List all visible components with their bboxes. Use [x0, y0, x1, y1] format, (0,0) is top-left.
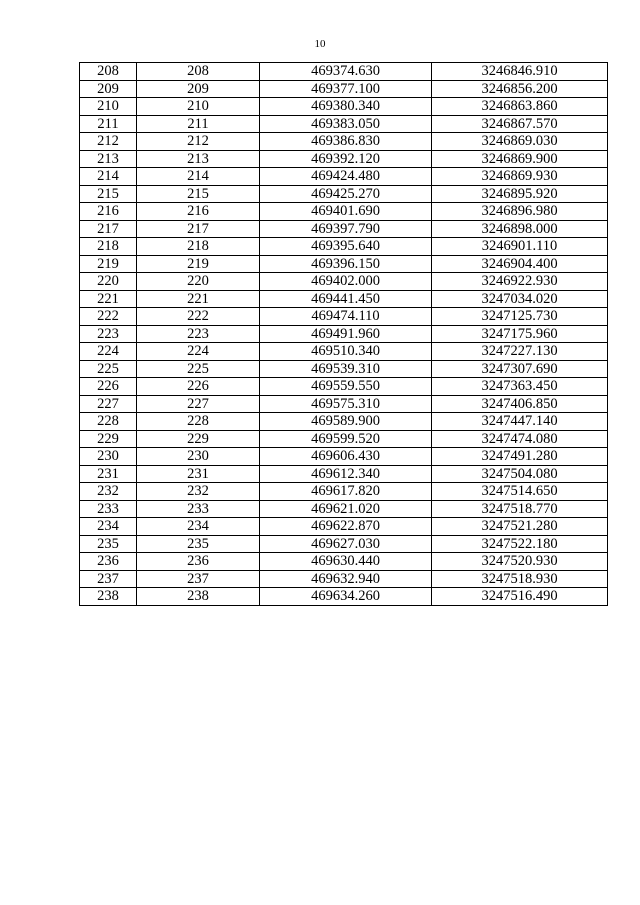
y-coordinate-cell: 3246856.200	[432, 80, 608, 98]
y-coordinate-cell: 3247516.490	[432, 588, 608, 606]
point-id-cell: 227	[137, 395, 260, 413]
point-id-cell: 209	[137, 80, 260, 98]
x-coordinate-cell: 469559.550	[260, 378, 432, 396]
point-number-cell: 219	[80, 255, 137, 273]
point-number-cell: 226	[80, 378, 137, 396]
point-id-cell: 217	[137, 220, 260, 238]
point-number-cell: 216	[80, 203, 137, 221]
table-row	[80, 238, 608, 256]
x-coordinate-cell: 469425.270	[260, 185, 432, 203]
table-row	[80, 378, 608, 396]
point-id-cell: 208	[137, 63, 260, 81]
x-coordinate-cell: 469392.120	[260, 150, 432, 168]
x-coordinate-cell: 469491.960	[260, 325, 432, 343]
y-coordinate-cell: 3246869.030	[432, 133, 608, 151]
x-coordinate-cell: 469424.480	[260, 168, 432, 186]
table-row	[80, 448, 608, 466]
point-id-cell: 225	[137, 360, 260, 378]
point-id-cell: 223	[137, 325, 260, 343]
table-row	[80, 63, 608, 81]
point-id-cell: 216	[137, 203, 260, 221]
point-number-cell: 209	[80, 80, 137, 98]
y-coordinate-cell: 3247034.020	[432, 290, 608, 308]
point-number-cell: 225	[80, 360, 137, 378]
point-id-cell: 212	[137, 133, 260, 151]
y-coordinate-cell: 3246869.900	[432, 150, 608, 168]
point-number-cell: 231	[80, 465, 137, 483]
table-row	[80, 168, 608, 186]
y-coordinate-cell: 3246904.400	[432, 255, 608, 273]
point-number-cell: 223	[80, 325, 137, 343]
coordinates-table	[79, 62, 608, 606]
table-row	[80, 203, 608, 221]
table-row	[80, 518, 608, 536]
x-coordinate-cell: 469401.690	[260, 203, 432, 221]
point-number-cell: 220	[80, 273, 137, 291]
y-coordinate-cell: 3247504.080	[432, 465, 608, 483]
x-coordinate-cell: 469380.340	[260, 98, 432, 116]
table-row	[80, 308, 608, 326]
point-id-cell: 220	[137, 273, 260, 291]
y-coordinate-cell: 3247447.140	[432, 413, 608, 431]
point-number-cell: 238	[80, 588, 137, 606]
point-number-cell: 218	[80, 238, 137, 256]
point-number-cell: 230	[80, 448, 137, 466]
table-row	[80, 80, 608, 98]
point-number-cell: 213	[80, 150, 137, 168]
x-coordinate-cell: 469396.150	[260, 255, 432, 273]
y-coordinate-cell: 3247307.690	[432, 360, 608, 378]
point-id-cell: 233	[137, 500, 260, 518]
x-coordinate-cell: 469397.790	[260, 220, 432, 238]
y-coordinate-cell: 3246901.110	[432, 238, 608, 256]
point-id-cell: 235	[137, 535, 260, 553]
y-coordinate-cell: 3246922.930	[432, 273, 608, 291]
table-row	[80, 395, 608, 413]
y-coordinate-cell: 3247474.080	[432, 430, 608, 448]
x-coordinate-cell: 469383.050	[260, 115, 432, 133]
y-coordinate-cell: 3246867.570	[432, 115, 608, 133]
table-row	[80, 360, 608, 378]
point-id-cell: 218	[137, 238, 260, 256]
x-coordinate-cell: 469395.640	[260, 238, 432, 256]
point-id-cell: 230	[137, 448, 260, 466]
x-coordinate-cell: 469386.830	[260, 133, 432, 151]
point-id-cell: 210	[137, 98, 260, 116]
y-coordinate-cell: 3246895.920	[432, 185, 608, 203]
x-coordinate-cell: 469634.260	[260, 588, 432, 606]
table-row	[80, 430, 608, 448]
y-coordinate-cell: 3246869.930	[432, 168, 608, 186]
point-id-cell: 229	[137, 430, 260, 448]
point-id-cell: 231	[137, 465, 260, 483]
table-row	[80, 290, 608, 308]
x-coordinate-cell: 469510.340	[260, 343, 432, 361]
coordinates-table-body	[80, 63, 608, 606]
point-id-cell: 211	[137, 115, 260, 133]
x-coordinate-cell: 469539.310	[260, 360, 432, 378]
y-coordinate-cell: 3247514.650	[432, 483, 608, 501]
point-number-cell: 237	[80, 570, 137, 588]
y-coordinate-cell: 3247520.930	[432, 553, 608, 571]
y-coordinate-cell: 3247521.280	[432, 518, 608, 536]
point-id-cell: 236	[137, 553, 260, 571]
point-number-cell: 232	[80, 483, 137, 501]
x-coordinate-cell: 469575.310	[260, 395, 432, 413]
point-number-cell: 233	[80, 500, 137, 518]
point-id-cell: 232	[137, 483, 260, 501]
point-id-cell: 222	[137, 308, 260, 326]
point-number-cell: 224	[80, 343, 137, 361]
point-id-cell: 226	[137, 378, 260, 396]
table-row	[80, 98, 608, 116]
point-id-cell: 228	[137, 413, 260, 431]
table-row	[80, 570, 608, 588]
table-row	[80, 500, 608, 518]
table-row	[80, 465, 608, 483]
point-number-cell: 221	[80, 290, 137, 308]
table-row	[80, 255, 608, 273]
x-coordinate-cell: 469612.340	[260, 465, 432, 483]
point-id-cell: 238	[137, 588, 260, 606]
point-number-cell: 217	[80, 220, 137, 238]
x-coordinate-cell: 469374.630	[260, 63, 432, 81]
point-number-cell: 234	[80, 518, 137, 536]
x-coordinate-cell: 469377.100	[260, 80, 432, 98]
point-id-cell: 213	[137, 150, 260, 168]
x-coordinate-cell: 469589.900	[260, 413, 432, 431]
table-row	[80, 535, 608, 553]
y-coordinate-cell: 3247227.130	[432, 343, 608, 361]
x-coordinate-cell: 469441.450	[260, 290, 432, 308]
point-number-cell: 208	[80, 63, 137, 81]
table-row	[80, 133, 608, 151]
y-coordinate-cell: 3247125.730	[432, 308, 608, 326]
x-coordinate-cell: 469632.940	[260, 570, 432, 588]
y-coordinate-cell: 3247518.930	[432, 570, 608, 588]
point-id-cell: 237	[137, 570, 260, 588]
y-coordinate-cell: 3247406.850	[432, 395, 608, 413]
x-coordinate-cell: 469474.110	[260, 308, 432, 326]
point-number-cell: 210	[80, 98, 137, 116]
x-coordinate-cell: 469622.870	[260, 518, 432, 536]
y-coordinate-cell: 3246846.910	[432, 63, 608, 81]
point-number-cell: 212	[80, 133, 137, 151]
y-coordinate-cell: 3247363.450	[432, 378, 608, 396]
y-coordinate-cell: 3246896.980	[432, 203, 608, 221]
point-id-cell: 219	[137, 255, 260, 273]
table-row	[80, 150, 608, 168]
x-coordinate-cell: 469617.820	[260, 483, 432, 501]
point-number-cell: 215	[80, 185, 137, 203]
table-row	[80, 115, 608, 133]
point-number-cell: 211	[80, 115, 137, 133]
point-id-cell: 215	[137, 185, 260, 203]
point-number-cell: 235	[80, 535, 137, 553]
table-row	[80, 220, 608, 238]
y-coordinate-cell: 3247522.180	[432, 535, 608, 553]
page-number: 10	[314, 38, 326, 50]
table-row	[80, 273, 608, 291]
point-number-cell: 229	[80, 430, 137, 448]
table-row	[80, 343, 608, 361]
table-row	[80, 483, 608, 501]
table-row	[80, 185, 608, 203]
point-number-cell: 214	[80, 168, 137, 186]
x-coordinate-cell: 469630.440	[260, 553, 432, 571]
table-row	[80, 553, 608, 571]
y-coordinate-cell: 3246863.860	[432, 98, 608, 116]
point-id-cell: 234	[137, 518, 260, 536]
x-coordinate-cell: 469606.430	[260, 448, 432, 466]
y-coordinate-cell: 3246898.000	[432, 220, 608, 238]
point-number-cell: 228	[80, 413, 137, 431]
x-coordinate-cell: 469621.020	[260, 500, 432, 518]
table-row	[80, 325, 608, 343]
x-coordinate-cell: 469599.520	[260, 430, 432, 448]
y-coordinate-cell: 3247518.770	[432, 500, 608, 518]
table-row	[80, 413, 608, 431]
point-id-cell: 221	[137, 290, 260, 308]
x-coordinate-cell: 469627.030	[260, 535, 432, 553]
point-number-cell: 227	[80, 395, 137, 413]
point-number-cell: 236	[80, 553, 137, 571]
y-coordinate-cell: 3247491.280	[432, 448, 608, 466]
point-id-cell: 214	[137, 168, 260, 186]
point-id-cell: 224	[137, 343, 260, 361]
table-row	[80, 588, 608, 606]
y-coordinate-cell: 3247175.960	[432, 325, 608, 343]
x-coordinate-cell: 469402.000	[260, 273, 432, 291]
point-number-cell: 222	[80, 308, 137, 326]
